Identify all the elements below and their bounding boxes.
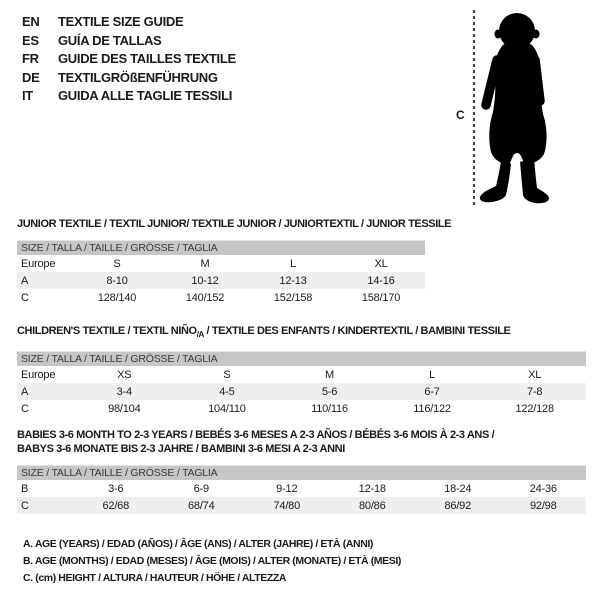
footnote-a: A. AGE (YEARS) / EDAD (AÑOS) / ÂGE (ANS) / ALTER (JAHRE) / ETÀ (ANNI) [23,538,374,550]
value-cell: 122/128 [515,402,554,415]
section-title-line: BABYS 3-6 MONATE BIS 2-3 JAHRE / BAMBINI 3-6 MESI A 2-3 ANNI [17,443,345,455]
row-label-cell: A [17,383,73,400]
row-label-cell: C [17,497,73,514]
language-title: TEXTILGRÖßENFÜHRUNG [58,69,218,85]
junior-size-table [17,255,425,306]
row-label-cell: Europe [21,257,56,270]
table-row [17,289,425,306]
size-header-label: SIZE / TALLA / TAILLE / GRÖSSE / TAGLIA [21,467,218,479]
value-cell: XL [374,257,388,270]
value-cell: 128/140 [97,291,137,304]
value-cell: S [113,257,121,270]
footnote-c: C. (cm) HEIGHT / ALTURA / HAUTEUR / HÖHE / ALTEZZA [23,572,287,584]
value-cell: 3-4 [73,383,176,400]
value-cell: 3-6 [108,482,124,495]
value-cell: 10-12 [161,272,249,289]
language-title-list [22,13,236,106]
table-row [17,255,425,272]
value-cell: S [223,368,231,381]
size-header-bar [17,351,586,366]
value-cell: 116/122 [413,402,451,415]
language-title: TEXTILE SIZE GUIDE [58,14,184,29]
value-cell: 18-24 [444,482,472,495]
size-header-label: SIZE / TALLA / TAILLE / GRÖSSE / TAGLIA [21,242,218,254]
value-cell: L [429,368,436,381]
language-row [22,50,236,69]
height-measure-dashed-line [473,10,475,207]
value-cell: 7-8 [483,383,586,400]
section-title-part: / TEXTILE DES ENFANTS / KINDERTEXTIL / BAMBINI TESSILE [203,325,511,337]
language-code: DE [22,69,40,85]
value-cell: 8-10 [73,272,161,289]
value-cell: 152/158 [273,291,313,304]
language-title: GUIDE DES TAILLES TEXTILE [58,51,236,66]
footnote-b: B. AGE (MONTHS) / EDAD (MESES) / ÂGE (MOIS) / ALTER (MONATE) / ETÀ (MESI) [23,555,401,567]
value-cell: 4-5 [176,383,279,400]
babies-size-table [17,480,586,514]
row-label-cell: C [21,402,29,415]
value-cell: 80/86 [330,497,416,514]
section-title-line: BABIES 3-6 MONTH TO 2-3 YEARS / BEBÉS 3-6 MESES A 2-3 AÑOS / BÉBÉS 3-6 MOIS À 2-3 ANS / [17,429,495,441]
language-code: IT [22,88,33,103]
language-row [22,87,236,106]
babies-textile-section [17,428,586,514]
value-cell: 92/98 [501,497,587,514]
table-body [17,480,586,514]
footnotes [23,536,401,587]
table-row [17,497,586,514]
value-cell: 98/104 [108,402,141,415]
size-header-label: SIZE / TALLA / TAILLE / GRÖSSE / TAGLIA [21,353,218,366]
section-title [17,428,586,456]
table-row [17,272,425,289]
toddler-silhouette-icon [477,8,569,204]
table-body [17,366,586,417]
value-cell: 12-18 [358,482,386,495]
value-cell: 14-16 [337,272,425,289]
value-cell: L [290,257,296,270]
value-cell: 104/110 [208,402,246,415]
value-cell: 86/92 [415,497,501,514]
language-code: ES [22,32,39,48]
size-header-bar [17,465,586,480]
language-row [22,69,236,88]
section-title-part: CHILDREN'S TEXTILE / TEXTIL NIÑO [17,325,197,337]
language-title: GUIDA ALLE TAGLIE TESSILI [58,88,233,103]
table-body [17,255,425,306]
value-cell: 6-9 [193,482,209,495]
row-label-cell: C [21,291,29,304]
value-cell: 5-6 [278,383,381,400]
value-cell: XL [528,368,542,381]
value-cell: 12-13 [249,272,337,289]
row-label-cell: Europe [21,368,56,381]
section-title-subscript: /A [196,330,204,340]
language-row [22,32,236,51]
section-title [17,324,586,342]
table-row [17,400,586,417]
value-cell: XS [117,368,132,381]
childrens-textile-section [17,324,586,417]
row-label-cell: A [17,272,73,289]
junior-textile-section [17,217,452,306]
language-row [22,13,236,32]
table-row [17,366,586,383]
section-title: JUNIOR TEXTILE / TEXTIL JUNIOR/ TEXTILE JUNIOR / JUNIORTEXTIL / JUNIOR TESSILE [17,218,452,230]
value-cell: 9-12 [276,482,298,495]
value-cell: 74/80 [244,497,330,514]
value-cell: 62/68 [73,497,159,514]
value-cell: 24-36 [529,482,557,495]
value-cell: M [200,257,210,270]
table-row [17,480,586,497]
value-cell: 110/116 [311,402,348,415]
table-row [17,383,586,400]
value-cell: 68/74 [159,497,245,514]
value-cell: 140/152 [185,291,225,304]
childrens-size-table [17,366,586,417]
value-cell: 158/170 [361,291,401,304]
value-cell: M [325,368,334,381]
language-code: EN [22,14,40,29]
value-cell: 6-7 [381,383,484,400]
height-measure-label: C [456,108,465,122]
size-header-bar [17,240,425,255]
language-code: FR [22,51,39,66]
row-label-cell: B [21,482,29,495]
language-title: GUÍA DE TALLAS [58,32,162,48]
